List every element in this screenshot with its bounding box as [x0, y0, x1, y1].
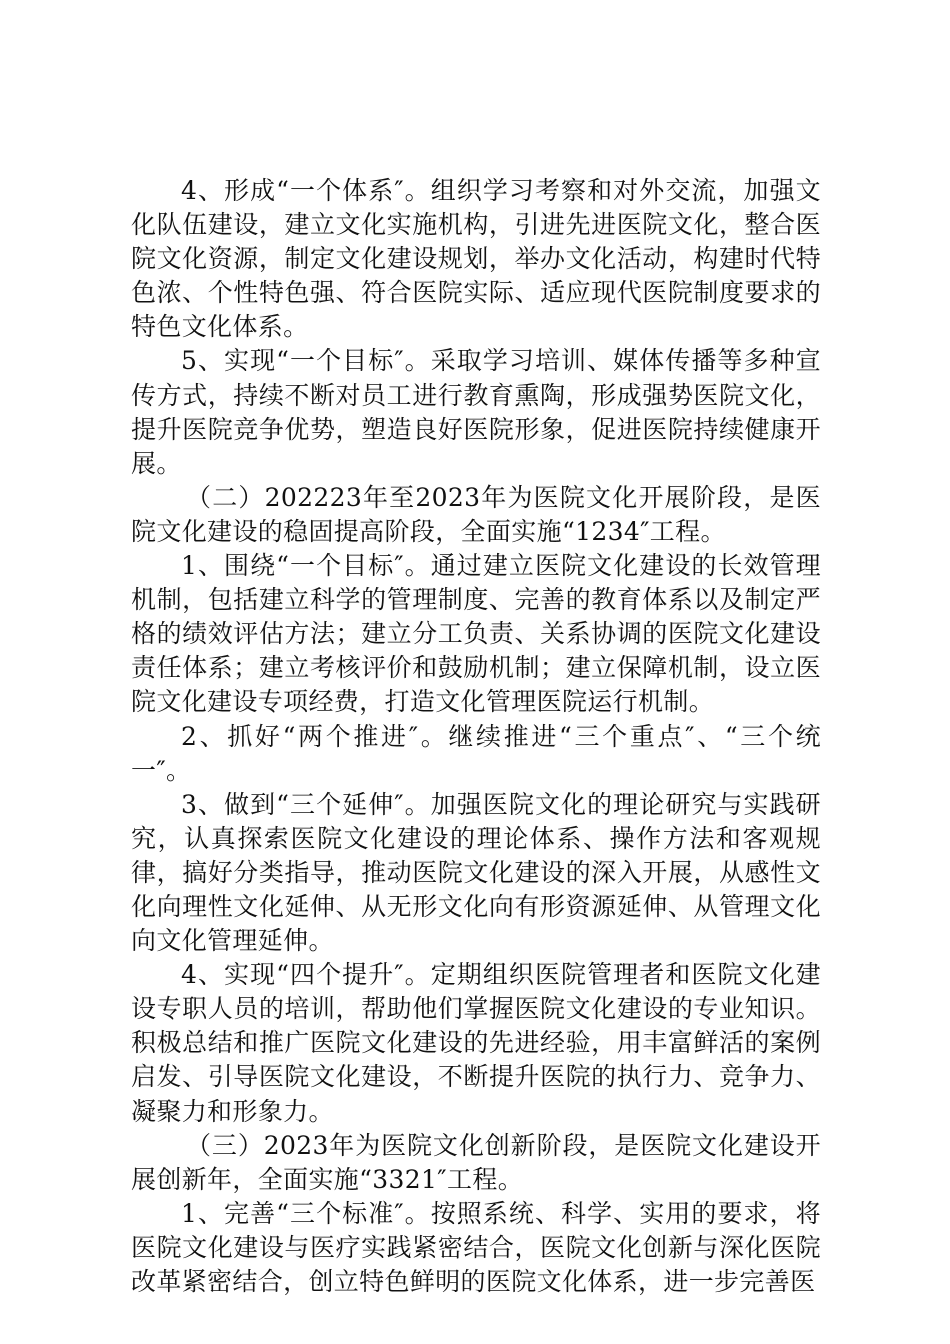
paragraph-two-advances: 2、抓好“两个推进″。继续推进“三个重点″、“三个统一″。: [131, 721, 821, 785]
paragraph-form-one-system: 4、形成“一个体系″。组织学习考察和对外交流，加强文化队伍建设，建立文化实施机构，引进先进医院文化，整合医院文化资源，制定文化建设规划，举办文化活动，构建时代特色浓、个性特色强、符合医院实际、适应现代医院制度要求的特色文化体系。: [131, 176, 821, 342]
section-heading-stage-two: （二）202223年至2023年为医院文化开展阶段，是医院文化建设的稳固提高阶段，全面实施“1234″工程。: [131, 482, 821, 546]
section-heading-stage-three: （三）2023年为医院文化创新阶段，是医院文化建设开展创新年，全面实施“3321″工程。: [131, 1130, 821, 1194]
paragraph-three-standards: 1、完善“三个标准″。按照系统、科学、实用的要求，将医院文化建设与医疗实践紧密结合，医院文化创新与深化医院改革紧密结合，创立特色鲜明的医院文化体系，进一步完善医: [131, 1198, 821, 1296]
paragraph-four-improvements: 4、实现“四个提升″。定期组织医院管理者和医院文化建设专职人员的培训，帮助他们掌握医院文化建设的专业知识。积极总结和推广医院文化建设的先进经验，用丰富鲜活的案例启发、引导医院文化建设，不断提升医院的执行力、竞争力、凝聚力和形象力。: [131, 960, 821, 1126]
paragraph-around-one-goal: 1、围绕“一个目标″。通过建立医院文化建设的长效管理机制，包括建立科学的管理制度、完善的教育体系以及制定严格的绩效评估方法；建立分工负责、关系协调的医院文化建设责任体系；建立考核评价和鼓励机制；建立保障机制，设立医院文化建设专项经费，打造文化管理医院运行机制。: [131, 551, 821, 717]
paragraph-three-extensions: 3、做到“三个延伸″。加强医院文化的理论研究与实践研究，认真探索医院文化建设的理论体系、操作方法和客观规律，搞好分类指导，推动医院文化建设的深入开展，从感性文化向理性文化延伸、从无形文化向有形资源延伸、从管理文化向文化管理延伸。: [131, 789, 821, 956]
paragraph-achieve-one-goal: 5、实现“一个目标″。采取学习培训、媒体传播等多种宣传方式，持续不断对员工进行教育熏陶，形成强势医院文化，提升医院竞争优势，塑造良好医院形象，促进医院持续健康开展。: [131, 346, 821, 478]
document-body: [131, 174, 821, 1299]
